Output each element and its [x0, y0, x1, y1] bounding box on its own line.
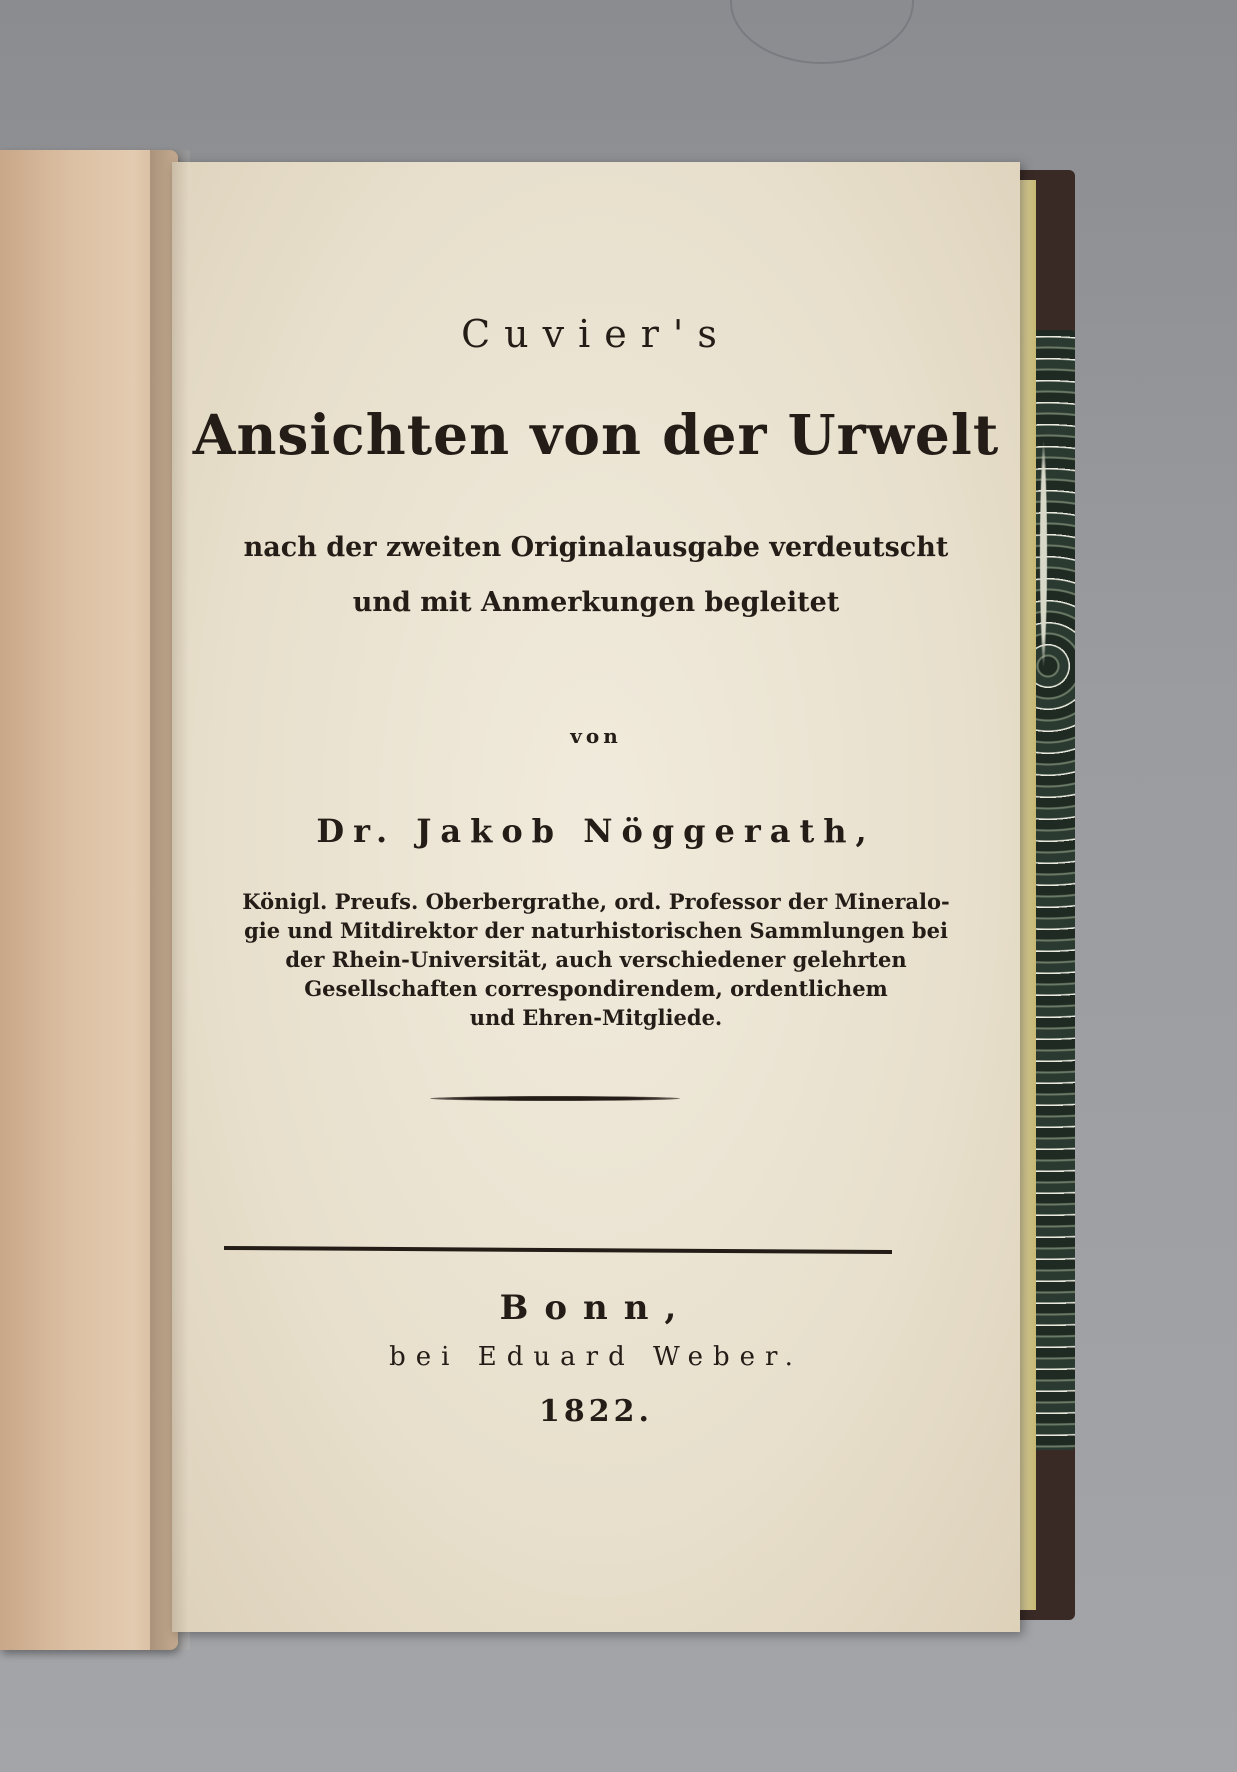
marbled-cover-edge	[1030, 330, 1075, 1450]
credentials-line: Gesellschaften correspondirendem, ordentlichem	[304, 976, 888, 1001]
subtitle-line-1: nach der zweiten Originalausgabe verdeutscht	[243, 532, 949, 563]
credentials-line: gie und Mitdirektor der naturhistorischen Sammlungen bei	[244, 918, 948, 943]
subtitle-line-2: und mit Anmerkungen begleitet	[352, 587, 840, 618]
author-credentials	[232, 887, 960, 1032]
imprint-publisher: bei Eduard Weber.	[389, 1342, 803, 1372]
credentials-line: und Ehren-Mitgliede.	[469, 1005, 723, 1030]
page-block-edge	[1018, 180, 1036, 1610]
backdrop-curl	[730, 0, 914, 64]
credentials-line: Königl. Preufs. Oberbergrathe, ord. Professor der Mineralo-	[242, 889, 950, 914]
header-cuvier: Cuvier's	[461, 312, 731, 356]
horizontal-rule	[224, 1246, 892, 1254]
ornamental-divider	[430, 1096, 680, 1101]
imprint-year: 1822.	[539, 1394, 653, 1429]
book-gutter	[150, 150, 190, 1650]
book-title: Ansichten von der Urwelt	[192, 402, 1000, 467]
author-name: Dr. Jakob Nöggerath,	[316, 812, 876, 850]
by-label: von	[570, 724, 622, 748]
credentials-line: der Rhein-Universität, auch verschiedener gelehrten	[285, 947, 907, 972]
title-page	[172, 162, 1020, 1632]
imprint-city: Bonn,	[499, 1288, 693, 1328]
